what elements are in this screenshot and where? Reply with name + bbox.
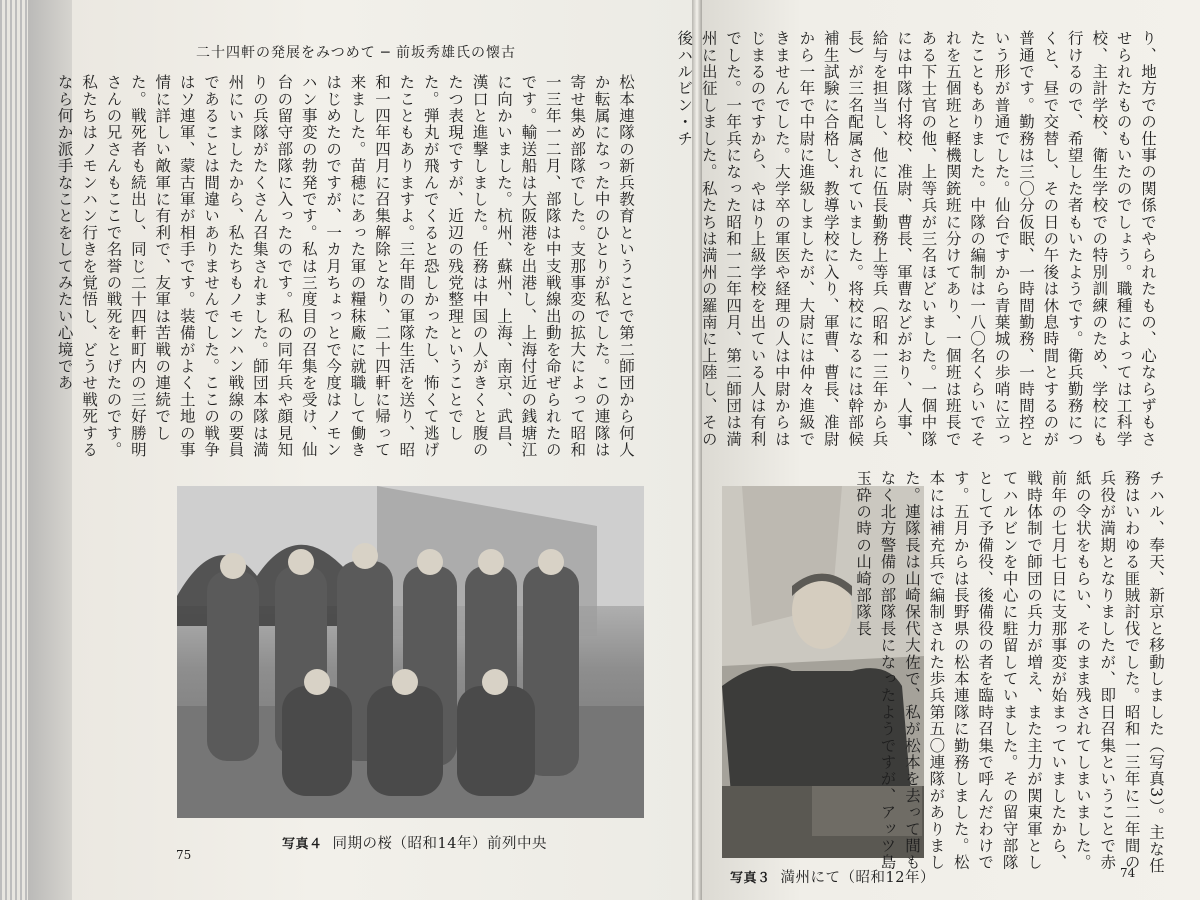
- photo4-caption-number: 写真４: [282, 837, 323, 852]
- right-body-text-top: り、地方での仕事の関係でやられたもの、心ならずもさせられたものもいたのでしょう。職種によっては工科学校、主計学校、衛生学校での特別訓練のため、学校にも行けるので、希望した者もいたようです。衛兵勤務につくと、昼で交替し、その日の午後は休息時間とするのが普通です。勤務は三〇分仮眠、一時間勤務、一時間控という形が普通でした。仙台ですから青葉城の歩哨に立ったこともありました。中隊の編制は一八〇名くらいでそれを五個班と軽機関銃班に分けてあり、一個班は班長である下士官の他、上等兵が三名ほどいました。一個中隊には中隊付将校、准尉、曹長、軍曹などがおり、人事、給与を担当し、他に伍長勤務上等兵（昭和一三年から兵長）が三名配属されていました。将校になるには幹部候補生試験に合格し、教導学校に入り、軍曹、曹長、准尉から一年で中尉に進級しましたが、大尉には仲々進級できませんでした。大学卒の軍医や経理の人は中尉からはじまるのですから、やはり上級学校を出ている人は有利でした。一年兵になった昭和一二年四月、第二師団は満州に出征しました。私たちは満州の羅南に上陸し、その後ハルビン・チ: [675, 30, 1157, 448]
- photo3-caption-number: 写真３: [730, 871, 771, 886]
- photo3-caption-text: 満州にて（昭和12年）: [780, 870, 935, 886]
- left-page-number: 75: [176, 848, 192, 862]
- page-stack-edge: [0, 0, 28, 900]
- running-head: 二十四軒の発展をみつめて ─ 前坂秀雄氏の懐古: [196, 45, 517, 61]
- photo-group-pilots: [177, 486, 644, 818]
- left-body-text: 松本連隊の新兵教育ということで第二師団から何人か転属になった中のひとりが私でした。この連隊は寄せ集め部隊でした。支那事変の拡大によって昭和一三年一二月、部隊は中支戦線出動を命ぜられたのです。輸送船は大阪港を出港し、上海付近の銭塘江に向かいました。杭州、蘇州、上海、南京、武昌、漢口と進撃しました。任務は中国の人がきくと腹のたつ表現ですが、近辺の残党整理ということでした。弾丸が飛んでくると恐しかったし、怖くて逃げたこともありますよ。三年間の軍隊生活を送り、昭和一四年四月に召集解除となり、二十四軒に帰って来ました。苗穂にあった軍の糧秣廠に就職して働きはじめたのですが、一カ月ちょっとで今度はノモンハン事変の勃発です。私は三度目の召集を受け、仙台の留守部隊に入ったのです。私の同年兵や顔見知りの兵隊がたくさん召集されました。師団本隊は満州にいましたから、私たちもノモンハン戦線の要員であることは間違いありませんでした。ここの戦争はソ連軍、蒙古軍が相手です。装備がよく土地の事情に詳しい敵軍に有利で、友軍は苦戦の連続でした。戦死者も続出し、同じ二十四軒町内の三好勝明さんの兄さんもここで名誉の戦死をとげたのです。私たちはノモンハン行きを覚悟し、どうせ戦死するなら何か派手なことをしてみたい心境であ: [55, 74, 635, 459]
- photo4-caption-text: 同期の桜（昭和14年）前列中央: [332, 836, 547, 852]
- right-body-text-bottom: チハル、奉天、新京と移動しました（写真3）。主な任務はいわゆる匪賊討伐でした。昭和一三年に二年間の兵役が満期となりましたが、即日召集ということで赤紙の令状をもらい、そのまま残されてしまいました。前年の七月七日に支那事変が始まっていましたから、戦時体制で師団の兵力が増え、また主力が関東軍としてハルビンを中心に駐留していました。その留守部隊として予備役、後備役の者を臨時召集で呼んだわけです。五月からは長野県の松本連隊に勤務しました。松本には補充兵で編制された歩兵第五〇連隊がありました。連隊長は山崎保代大佐で、私が松本を去って間もなく北方警備の部隊長になったようですが、アッツ島玉砕の時の山崎部隊長: [854, 470, 1165, 875]
- photo4-caption: [282, 832, 547, 853]
- right-page-number: 74: [1120, 866, 1136, 880]
- group-photo-illustration: [177, 486, 644, 818]
